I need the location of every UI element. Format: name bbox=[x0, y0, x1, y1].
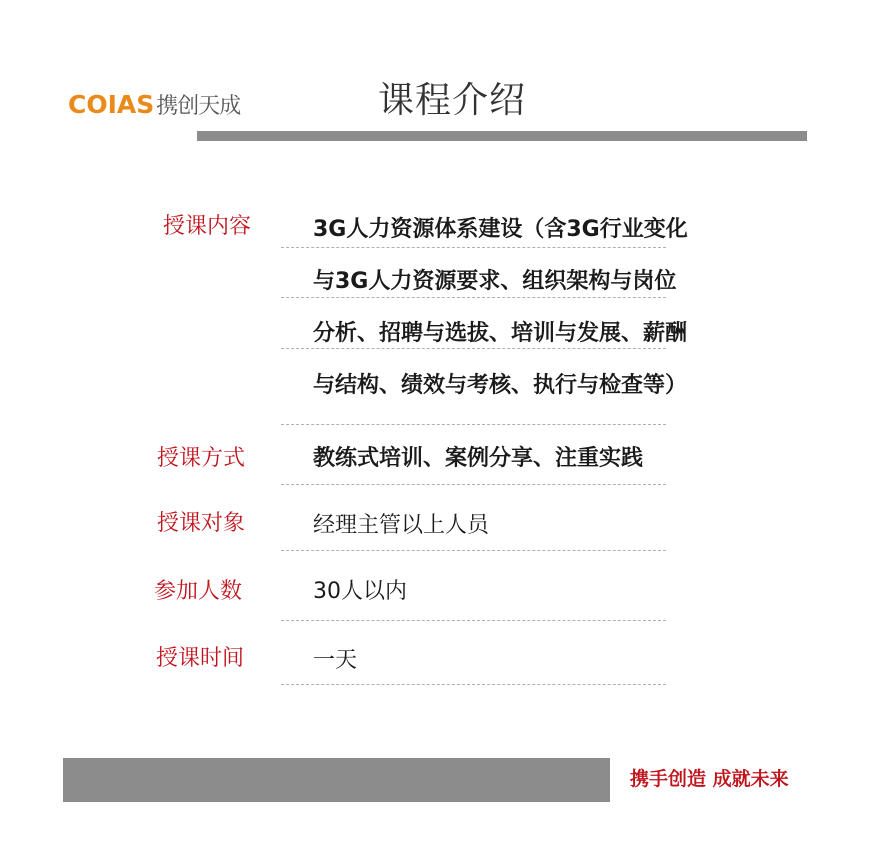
footer-bar bbox=[63, 758, 610, 802]
label-course-content: 授课内容 bbox=[163, 214, 252, 239]
course-content-line-4: 与结构、绩效与考核、执行与检查等） bbox=[313, 373, 688, 398]
logo-brand-en: COIAS bbox=[68, 89, 155, 119]
course-content-line-1: 3G人力资源体系建设（含3G行业变化 bbox=[313, 217, 688, 242]
teaching-method-value: 教练式培训、案例分享、注重实践 bbox=[313, 446, 644, 471]
row-divider bbox=[281, 297, 666, 298]
header-divider-bar bbox=[197, 131, 807, 141]
label-course-duration: 授课时间 bbox=[156, 646, 245, 671]
target-audience-value: 经理主管以上人员 bbox=[313, 513, 490, 538]
participant-count-value: 30人以内 bbox=[313, 579, 407, 604]
row-divider bbox=[281, 684, 666, 685]
course-content-line-3: 分析、招聘与选拔、培训与发展、薪酬 bbox=[313, 321, 688, 346]
logo-brand-cn: 携创天成 bbox=[156, 93, 241, 119]
label-teaching-method: 授课方式 bbox=[157, 446, 246, 471]
page-title: 课程介绍 bbox=[378, 80, 527, 121]
row-divider bbox=[281, 620, 666, 621]
row-divider bbox=[281, 247, 666, 248]
label-target-audience: 授课对象 bbox=[157, 511, 246, 536]
row-divider bbox=[281, 484, 666, 485]
label-participant-count: 参加人数 bbox=[154, 579, 243, 604]
course-duration-value: 一天 bbox=[313, 648, 358, 673]
company-logo bbox=[68, 84, 240, 124]
row-divider bbox=[281, 348, 666, 349]
row-divider bbox=[281, 550, 666, 551]
row-divider bbox=[281, 424, 666, 425]
course-content-line-2: 与3G人力资源要求、组织架构与岗位 bbox=[313, 269, 677, 294]
footer-slogan: 携手创造 成就未来 bbox=[630, 768, 789, 790]
